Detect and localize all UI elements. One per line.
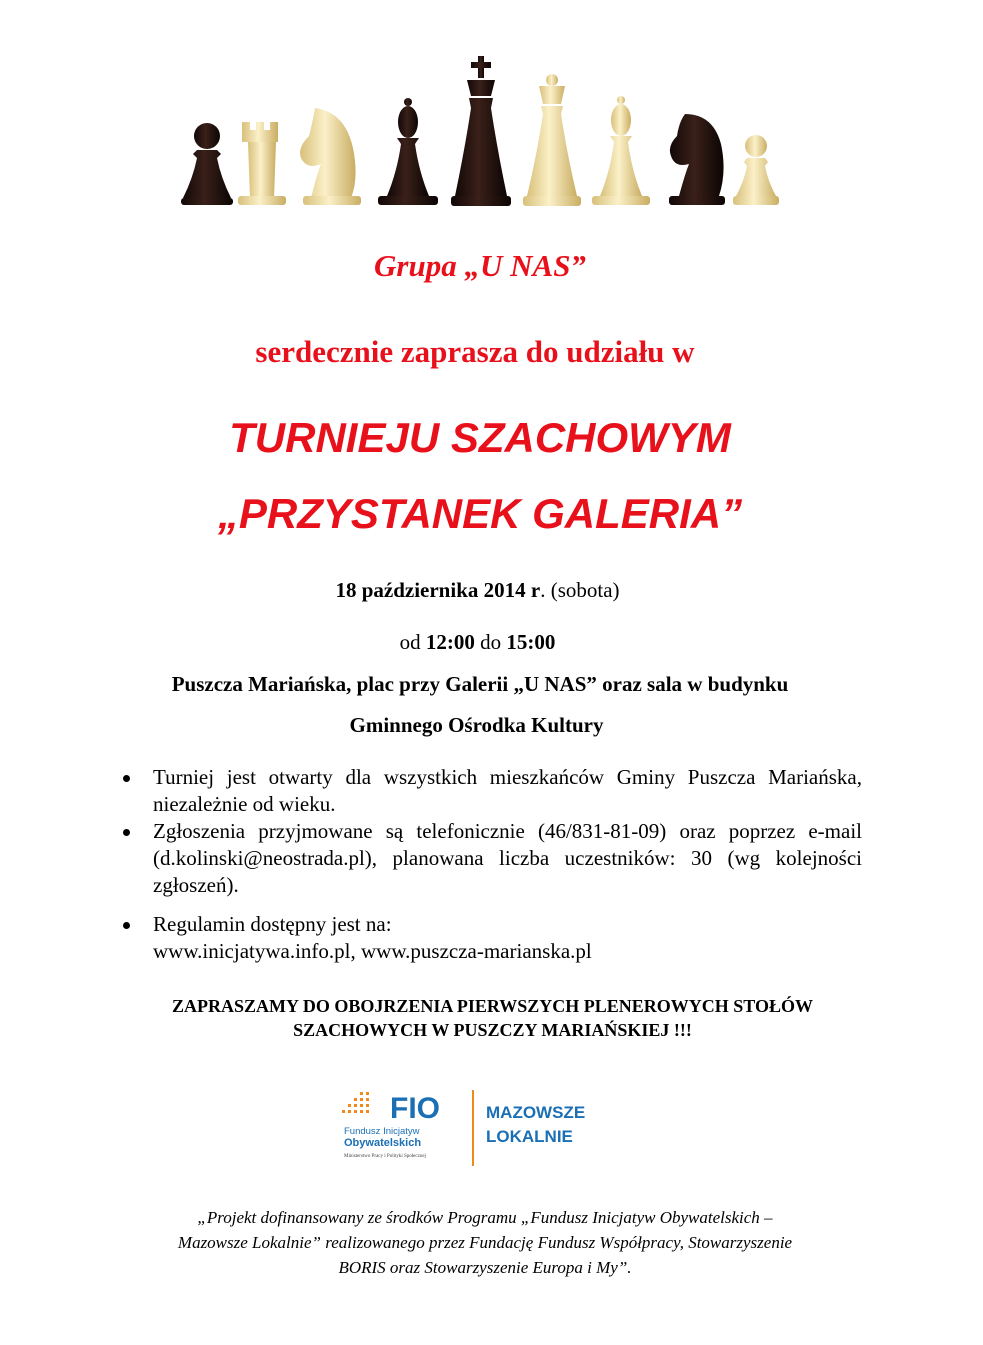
closing-invitation — [100, 994, 885, 1042]
footnote-line2: Mazowsze Lokalnie” realizowanego przez Fundację Fundusz Współpracy, Stowarzyszenie — [177, 1233, 793, 1252]
fio-sub2: Obywatelskich — [344, 1137, 422, 1149]
light-rook-icon — [238, 122, 286, 205]
light-queen-icon — [523, 74, 581, 206]
fio-sub3: Ministerstwo Pracy i Polityki Społecznej — [344, 1154, 426, 1159]
event-place-line2: Gminnego Ośrodka Kultury — [349, 713, 604, 737]
time-from-label: od — [399, 630, 421, 654]
invitation-line: serdecznie zaprasza do udziału w — [255, 334, 695, 369]
event-time — [0, 630, 955, 655]
funding-footnote — [90, 1205, 880, 1280]
fio-sub1: Fundusz Inicjatyw — [344, 1126, 420, 1137]
bullet-item — [120, 911, 862, 965]
time-from: 12:00 — [425, 630, 475, 654]
closing-line2: SZACHOWYCH W PUSZCZY MARIAŃSKIEJ !!! — [293, 1020, 692, 1040]
footnote-line1: „Projekt dofinansowany ze środków Programu „Fundusz Inicjatyw Obywatelskich – — [197, 1208, 773, 1227]
dark-bishop-icon — [378, 98, 438, 205]
footnote-line3: BORIS oraz Stowarzyszenie Europa i My”. — [338, 1258, 632, 1277]
dark-king-icon — [451, 56, 511, 206]
bullet-text: Zgłoszenia przyjmowane są telefonicznie (46/831-81-09) oraz poprzez e-mail (d.kolinski@neostrada.pl), planowana liczba uczestników: 30 (wg kolejności zgłoszeń). — [153, 819, 862, 897]
mazowsze-line1: MAZOWSZE — [486, 1103, 586, 1122]
fio-dots-icon — [342, 1090, 369, 1113]
light-pawn-icon — [733, 135, 779, 205]
mazowsze-line2: LOKALNIE — [486, 1127, 573, 1146]
fio-mazowsze-logo — [340, 1090, 630, 1170]
info-bullet-list — [120, 764, 862, 965]
event-date-bold: 18 października 2014 r — [335, 578, 541, 602]
tournament-title-line1: TURNIEJU SZACHOWYM — [229, 414, 731, 461]
event-place-line1: Puszcza Mariańska, plac przy Galerii „U NAS” oraz sala w budynku — [171, 672, 789, 696]
time-to-label: do — [480, 630, 502, 654]
bullet-dot-icon — [123, 922, 130, 929]
dark-knight-icon — [669, 114, 725, 205]
bullet-item — [120, 818, 862, 899]
fio-wordmark: FIO — [390, 1092, 440, 1125]
bullet-item — [120, 764, 862, 818]
bullet-dot-icon — [123, 775, 130, 782]
dark-pawn-icon — [181, 123, 233, 205]
light-knight-icon — [300, 108, 361, 205]
closing-line1: ZAPRASZAMY DO OBOJRZENIA PIERWSZYCH PLENEROWYCH STOŁÓW — [172, 996, 813, 1016]
event-date — [0, 578, 955, 603]
light-bishop-icon — [592, 96, 650, 205]
time-to: 15:00 — [506, 630, 556, 654]
group-name-heading: Grupa „U NAS” — [374, 248, 586, 283]
event-date-weekday: . (sobota) — [540, 578, 620, 602]
bullet-text: Regulamin dostępny jest na: — [153, 912, 392, 936]
bullet-text-links: www.inicjatywa.info.pl, www.puszcza-marianska.pl — [153, 939, 592, 963]
bullet-dot-icon — [123, 829, 130, 836]
logo-divider — [472, 1090, 474, 1166]
chess-pieces-image — [175, 50, 785, 215]
tournament-title-line2: „PRZYSTANEK GALERIA” — [217, 490, 743, 537]
bullet-text: Turniej jest otwarty dla wszystkich mieszkańców Gminy Puszcza Mariańska, niezależnie od wieku. — [153, 765, 862, 816]
